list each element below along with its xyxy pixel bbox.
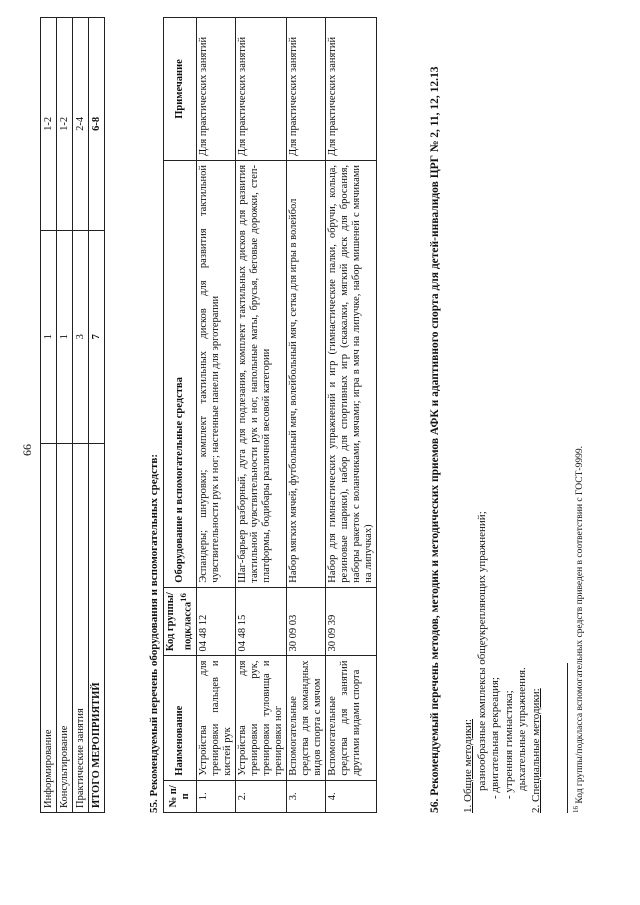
table-row bbox=[73, 18, 89, 813]
table-row bbox=[235, 18, 286, 813]
cell-equipment: Эспандеры; шнуровки; комплект тактильных дисков для развития тактильной чувствительности рук и ног; настенные панели для эрготерапии bbox=[196, 160, 235, 587]
cell-equipment: Шаг-барьер разборный, дуга для подлезания, комплект тактильных дисков для развития тактильной чувствительности рук и ног, напольные маты, брусья, беговые дорожки, степ-платформы, бодибары различной весовой категории bbox=[235, 160, 286, 587]
footnote-divider bbox=[567, 663, 568, 813]
cell-note: Для практических занятий bbox=[196, 18, 235, 161]
row-name: Консультирование bbox=[57, 443, 73, 812]
row-value: 7 bbox=[89, 230, 105, 443]
general-methods-intro: разнообразные комплексы общеукрепляющих упражнений; bbox=[475, 511, 488, 791]
cell-code: 04 48 12 bbox=[196, 587, 235, 656]
header-note: Примечание bbox=[164, 18, 197, 161]
cell-note: Для практических занятий bbox=[286, 18, 325, 161]
row-value: 3 bbox=[73, 230, 89, 443]
list-item: - двигательная рекреация; bbox=[489, 677, 501, 799]
cell-code: 04 48 15 bbox=[235, 587, 286, 656]
header-num: № п/п bbox=[164, 780, 197, 812]
footnote bbox=[572, 446, 585, 813]
row-range: 1-2 bbox=[41, 18, 57, 231]
header-code bbox=[164, 587, 197, 656]
list-item: дыхательные упражнения. bbox=[516, 667, 528, 791]
row-name: Практические занятия bbox=[73, 443, 89, 812]
cell-code: 30 09 39 bbox=[325, 587, 376, 656]
list-item: - утренняя гимнастика; bbox=[502, 690, 515, 799]
special-methods-heading: 2. Специальные методики: bbox=[529, 688, 542, 813]
header-code-text: Код группы/ подкласса bbox=[165, 592, 194, 652]
cell-num: 2. bbox=[235, 780, 286, 812]
cell-num: 3. bbox=[286, 780, 325, 812]
cell-note: Для практических занятий bbox=[325, 18, 376, 161]
section-56-title: 56. Рекомендуемый перечень методов, методик и методических приемов АФК и адаптивного спорта для детей-инвалидов ЦРГ № 2, 11, 12, 12.13 bbox=[429, 66, 441, 813]
cell-name: Вспомогательные средства для командных видов спорта с мячом bbox=[286, 656, 325, 780]
table-row bbox=[325, 18, 376, 813]
row-range: 6-8 bbox=[89, 18, 105, 231]
table-row bbox=[41, 18, 57, 813]
row-name: Информирование bbox=[41, 443, 57, 812]
table-row bbox=[286, 18, 325, 813]
equipment-table bbox=[163, 17, 377, 813]
footnote-text: Код группы/подкласса вспомогательных средств приведен в соответствии с ГОСТ-9999. bbox=[575, 446, 586, 804]
cell-note: Для практических занятий bbox=[235, 18, 286, 161]
row-name: ИТОГО МЕРОПРИЯТИЙ bbox=[89, 443, 105, 812]
methods-list bbox=[462, 17, 543, 813]
header-name: Наименование bbox=[164, 656, 197, 780]
cell-name: Устройства для тренировки пальцев и кистей рук bbox=[196, 656, 235, 780]
summary-table bbox=[40, 17, 105, 813]
footnote-number: 16 bbox=[572, 806, 580, 813]
footnote-mark: 16 bbox=[178, 593, 188, 602]
cell-equipment: Набор мягких мячей, футбольный мяч, волейбольный мяч, сетка для игры в волейбол bbox=[286, 160, 325, 587]
row-range: 2-4 bbox=[73, 18, 89, 231]
section-55-title: 55. Рекомендуемый перечень оборудования и вспомогательных средств: bbox=[148, 454, 160, 813]
page-number: 66 bbox=[20, 444, 34, 456]
cell-num: 1. bbox=[196, 780, 235, 812]
table-row bbox=[57, 18, 73, 813]
row-value: 1 bbox=[57, 230, 73, 443]
cell-num: 4. bbox=[325, 780, 376, 812]
general-methods-heading: 1. Общие методики: bbox=[462, 719, 474, 813]
row-value: 1 bbox=[41, 230, 57, 443]
row-range: 1-2 bbox=[57, 18, 73, 231]
cell-equipment: Набор для гимнастических упражнений и игр (гимнастические палки, обручи, кольца, резиновые шарики), набор для спортивных игр (скакалки, мягкий диск для бросания, наборы ракеток с воланчиками, мячами; игра в мяч на липучке, набор мишеней с мячиками на липучках) bbox=[325, 160, 376, 587]
cell-code: 30 09 03 bbox=[286, 587, 325, 656]
table-row bbox=[196, 18, 235, 813]
cell-name: Устройства для тренировки рук, тренировки туловища и тренировки ног bbox=[235, 656, 286, 780]
table-header-row bbox=[164, 18, 197, 813]
total-row bbox=[89, 18, 105, 813]
cell-name: Вспомогательные средства для занятий другими видами спорта bbox=[325, 656, 376, 780]
header-equipment: Оборудование и вспомогательные средства bbox=[164, 160, 197, 587]
